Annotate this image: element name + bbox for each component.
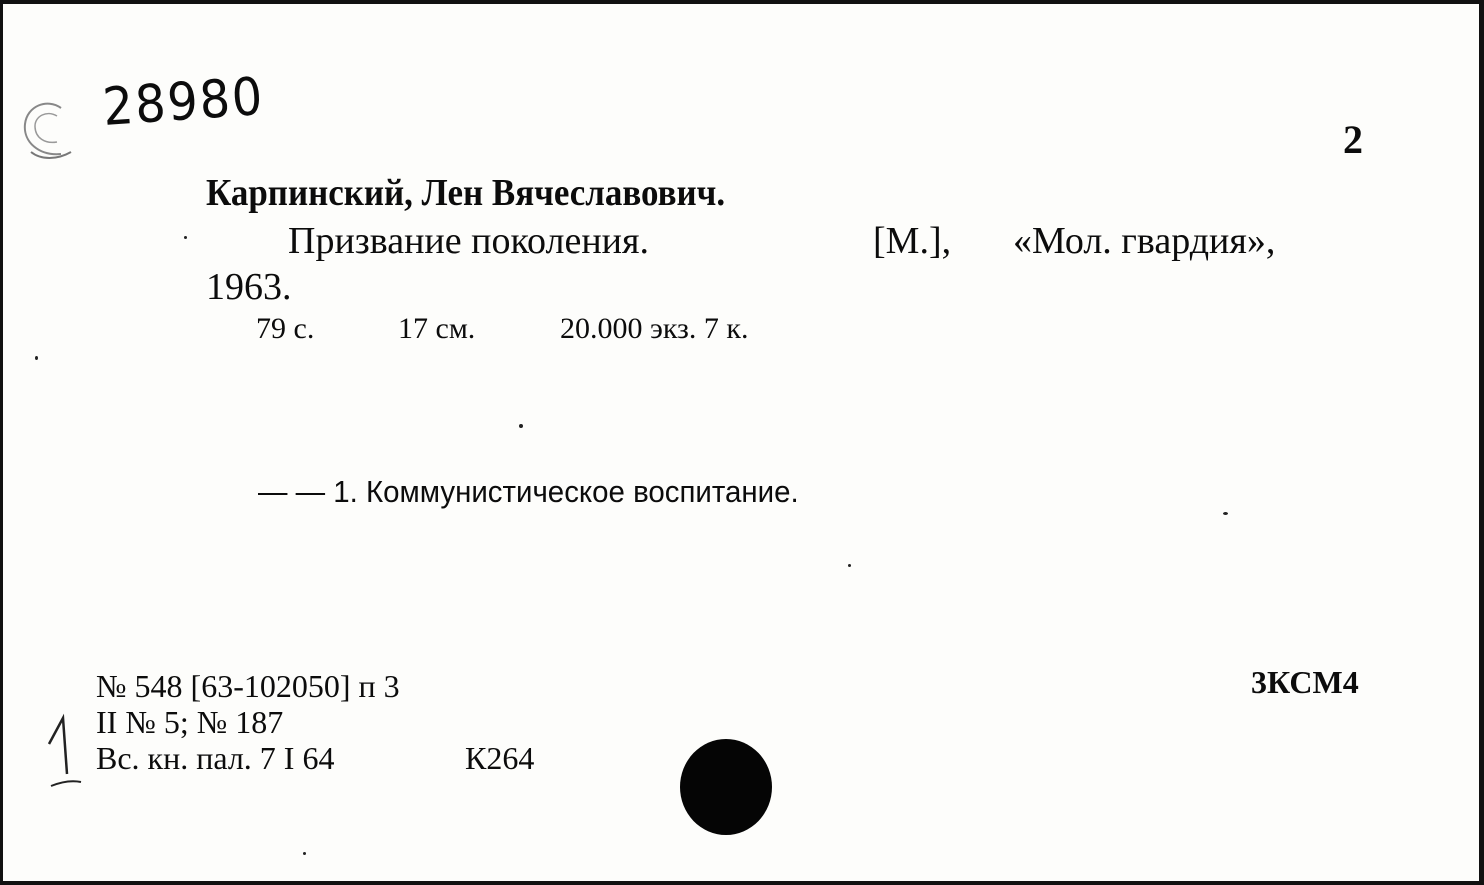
year-text: 1963. bbox=[206, 266, 292, 308]
speck bbox=[519, 424, 523, 428]
place-text: [М.], bbox=[873, 220, 952, 262]
print-run-price-text: 20.000 экз. 7 к. bbox=[560, 312, 749, 345]
card-number: 2 bbox=[1343, 117, 1363, 162]
speck bbox=[35, 356, 38, 360]
publisher-text: «Мол. гвардия», bbox=[1013, 220, 1276, 262]
subject-text: — — 1. Коммунистическое воспитание. bbox=[258, 474, 799, 509]
author-heading bbox=[206, 174, 770, 212]
speck bbox=[848, 564, 851, 567]
size-text: 17 см. bbox=[398, 312, 476, 345]
stamp-mark bbox=[17, 94, 77, 164]
speck bbox=[303, 852, 306, 855]
pages-text: 79 с. bbox=[256, 312, 315, 345]
subject-heading bbox=[258, 476, 827, 507]
footer-line-1: № 548 [63-102050] п 3 bbox=[96, 668, 400, 704]
author-text: Карпинский, Лен Вячеславович. bbox=[206, 172, 726, 214]
punch-hole bbox=[680, 739, 772, 835]
classification-code: 3КСМ4 bbox=[1251, 664, 1359, 700]
speck bbox=[1223, 512, 1228, 515]
footer-line-3: Вс. кн. пал. 7 I 64 bbox=[96, 740, 335, 776]
speck bbox=[184, 236, 187, 239]
title-text: Призвание поколения. bbox=[288, 220, 649, 262]
handwritten-mark bbox=[41, 704, 91, 794]
footer-code: К264 bbox=[465, 740, 535, 776]
title-line bbox=[288, 222, 649, 260]
footer-line-2: II № 5; № 187 bbox=[96, 704, 284, 740]
accession-number-handwritten: 28980 bbox=[100, 66, 267, 138]
